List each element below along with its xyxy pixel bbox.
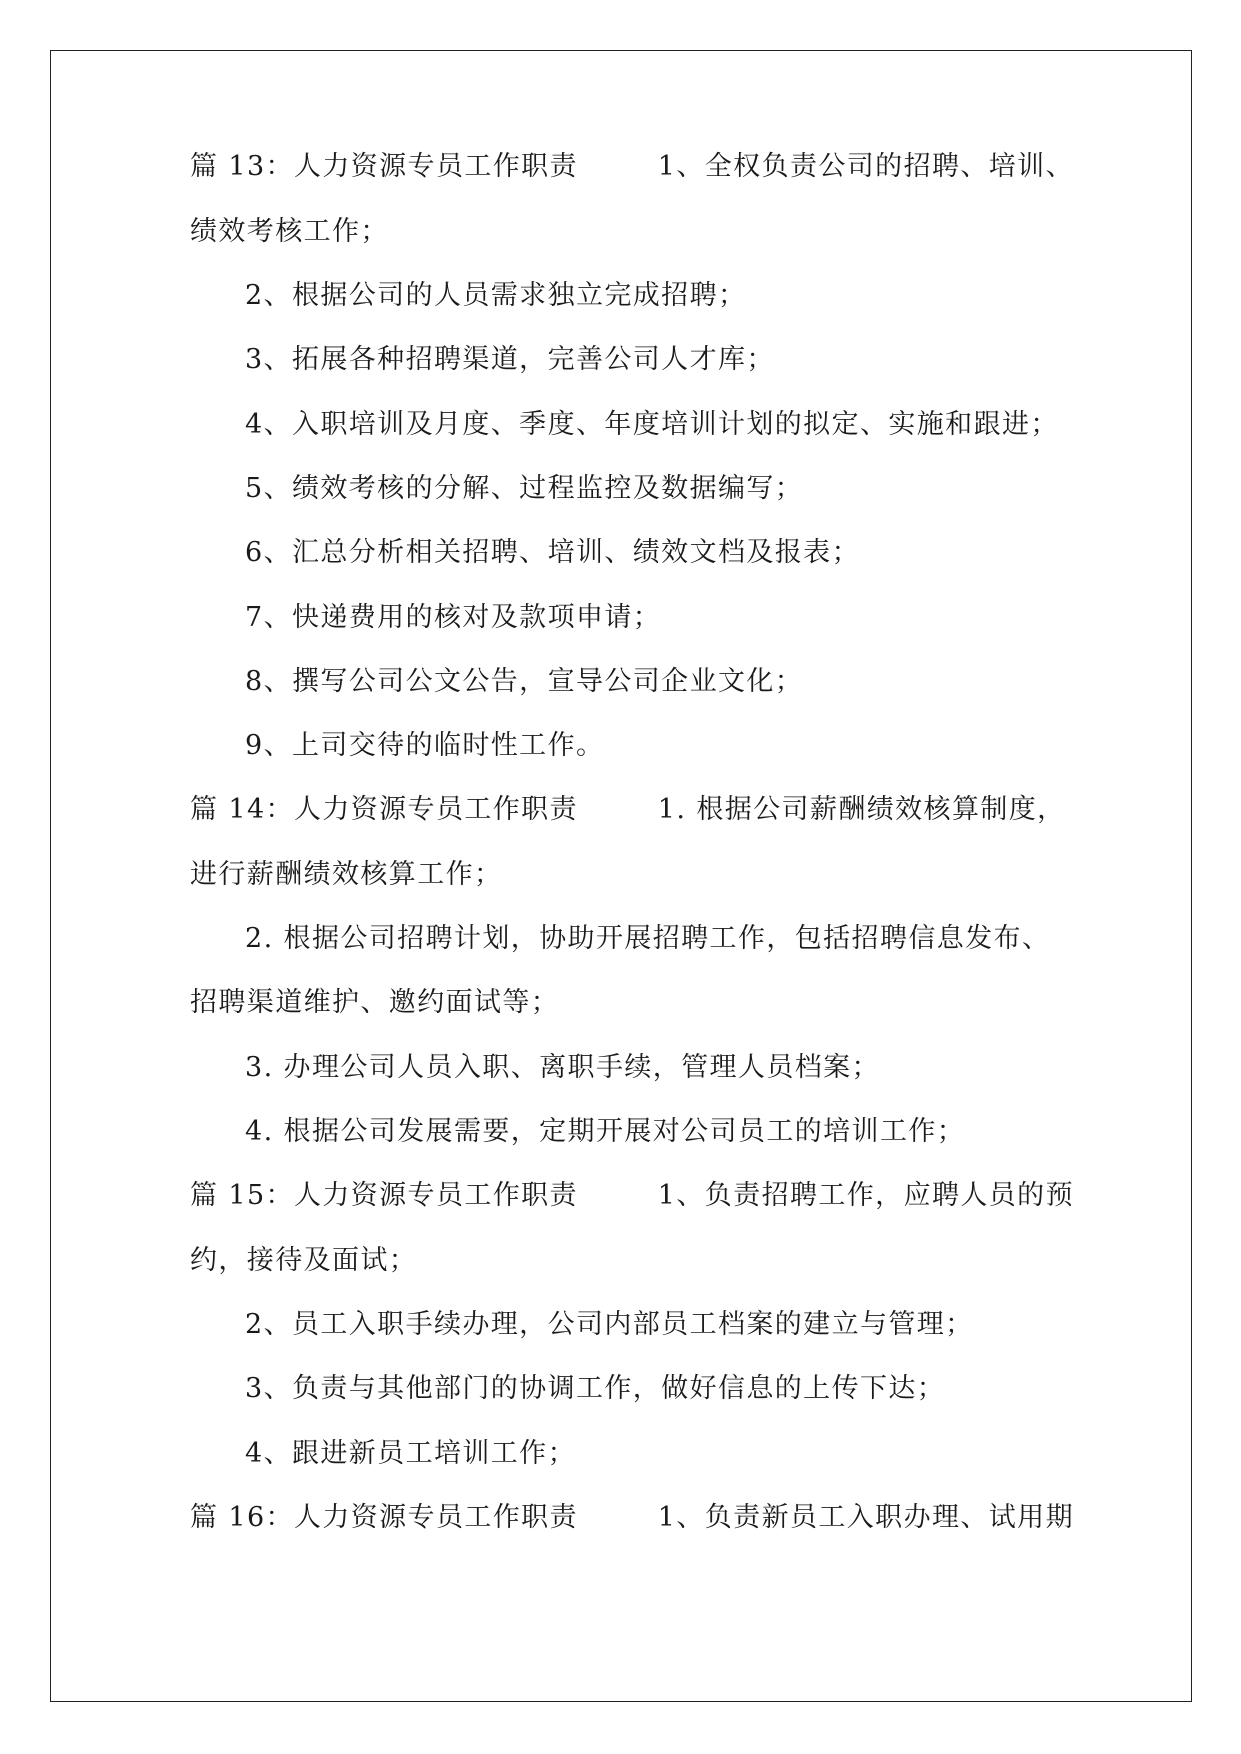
text-line: 2、员工入职手续办理，公司内部员工档案的建立与管理； <box>245 1309 974 1340</box>
text-line: 9、上司交待的临时性工作。 <box>245 730 605 761</box>
text-line: 5、绩效考核的分解、过程监控及数据编写； <box>245 473 804 504</box>
text-line: 2、根据公司的人员需求独立完成招聘； <box>245 280 747 311</box>
text-line: 篇 16：人力资源专员工作职责 1、负责新员工入职办理、试用期 <box>190 1502 1074 1533</box>
text-line: 4. 根据公司发展需要，定期开展对公司员工的培训工作； <box>245 1116 966 1147</box>
text-line: 进行薪酬绩效核算工作； <box>190 859 503 890</box>
text-line: 篇 13：人力资源专员工作职责 1、全权负责公司的招聘、培训、 <box>190 151 1074 182</box>
text-line: 招聘渠道维护、邀约面试等； <box>190 987 560 1018</box>
text-line: 4、入职培训及月度、季度、年度培训计划的拟定、实施和跟进； <box>245 409 1059 440</box>
text-line: 3、负责与其他部门的协调工作，做好信息的上传下达； <box>245 1373 946 1404</box>
text-line: 4、跟进新员工培训工作； <box>245 1438 576 1469</box>
text-line: 8、撰写公司公文公告，宣导公司企业文化； <box>245 666 804 697</box>
text-line: 3. 办理公司人员入职、离职手续，管理人员档案； <box>245 1052 880 1083</box>
text-line: 6、汇总分析相关招聘、培训、绩效文档及报表； <box>245 537 860 568</box>
text-line: 3、拓展各种招聘渠道，完善公司人才库； <box>245 344 775 375</box>
text-line: 7、快递费用的核对及款项申请； <box>245 602 662 633</box>
text-line: 约，接待及面试； <box>190 1245 418 1276</box>
text-line: 篇 15：人力资源专员工作职责 1、负责招聘工作，应聘人员的预 <box>190 1180 1074 1211</box>
text-line: 2. 根据公司招聘计划，协助开展招聘工作，包括招聘信息发布、 <box>245 923 1051 954</box>
text-line: 篇 14：人力资源专员工作职责 1. 根据公司薪酬绩效核算制度， <box>190 794 1066 825</box>
text-line: 绩效考核工作； <box>190 216 389 247</box>
